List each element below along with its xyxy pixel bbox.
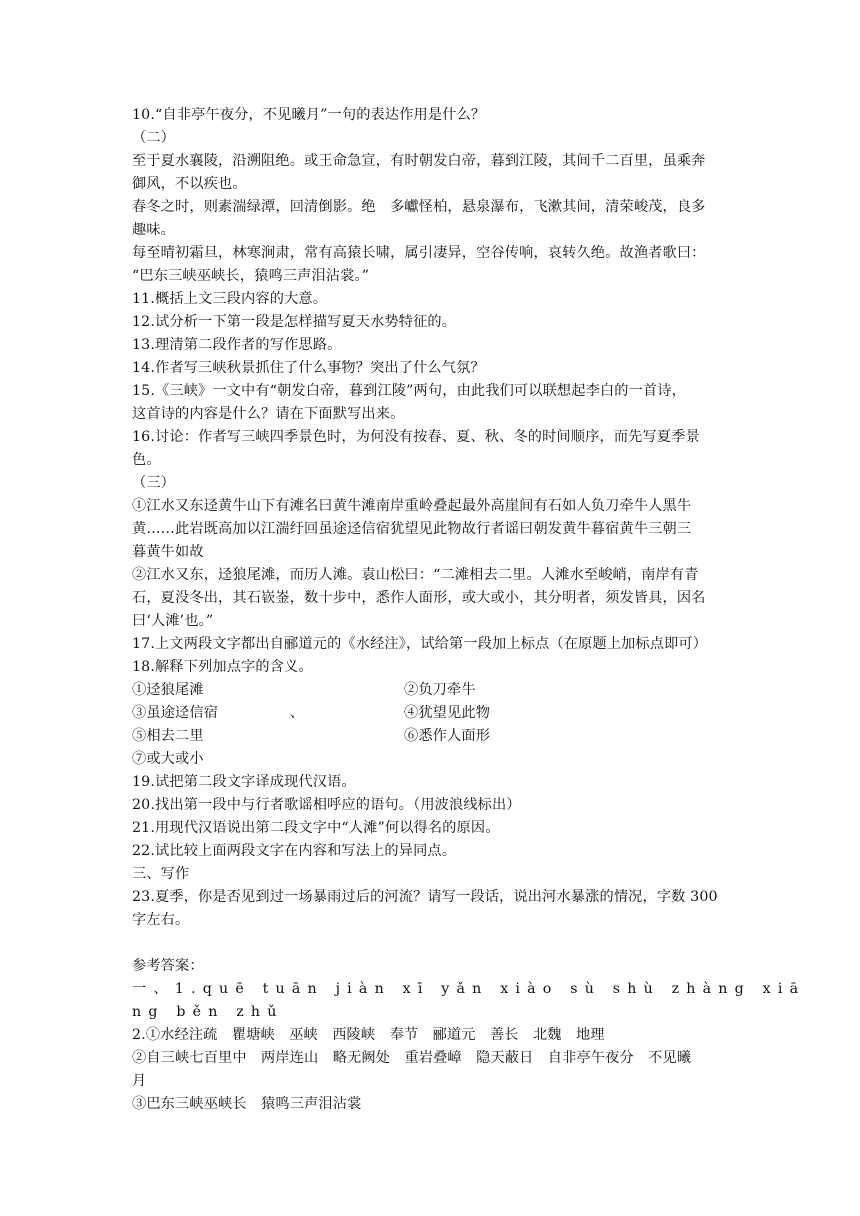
question-line: 字左右。 (132, 912, 190, 928)
text-line: 春冬之时，则素湍绿潭，回清倒影。绝 多巘怪柏，悬泉瀑布，飞漱其间，清荣峻茂，良多 (132, 199, 706, 215)
term-item: ③虽途迳信宿 、 (132, 705, 305, 721)
question-line: 20.找出第一段中与行者歌谣相呼应的语句。（用波浪线标出） (132, 797, 521, 813)
section-heading: 三、写作 (132, 866, 190, 882)
text-line: 10.“自非亭午夜分，不见曦月”一句的表达作用是什么？ (132, 107, 486, 123)
term-item: ①迳狼尾滩 (132, 682, 204, 698)
answer-line: ②自三峡七百里中 两岸连山 略无阙处 重岩叠嶂 隐天蔽日 自非亭午夜分 不见曦 (132, 1050, 692, 1066)
question-line: 11.概括上文三段内容的大意。 (132, 291, 328, 307)
answer-line: 月 (132, 1073, 147, 1089)
text-line: 每至晴初霜旦，林寒涧肃，常有高猿长啸，属引凄异，空谷传响，哀转久绝。故渔者歌曰： (132, 245, 706, 261)
pinyin-answer-line: 一、1.quē tuān jiàn xī yǎn xiào sù shù zhàng xiā (132, 981, 806, 997)
question-line: 17.上文两段文字都出自郦道元的《水经注》，试给第一段加上标点（在原题上加标点即可） (132, 636, 708, 652)
text-line: 趣味。 (132, 222, 176, 238)
question-line: 22.试比较上面两段文字在内容和写法上的异同点。 (132, 843, 457, 859)
question-line: 13.理清第二段作者的写作思路。 (132, 337, 342, 353)
text-line: “巴东三峡巫峡长，猿鸣三声泪沾裳。” (132, 268, 370, 284)
question-line: 15.《三峡》一文中有“朝发白帝，暮到江陵”两句，由此我们可以联想起李白的一首诗， (132, 383, 686, 399)
blank-line (132, 932, 732, 955)
term-item (404, 748, 676, 771)
question-line: 19.试把第二段文字译成现代汉语。 (132, 774, 356, 790)
question-block (132, 104, 732, 679)
question-line: 12.试分析一下第一段是怎样描写夏天水势特征的。 (132, 314, 457, 330)
question-line: 这首诗的内容是什么？请在下面默写出来。 (132, 406, 405, 422)
term-item: ⑥悉作人面形 (404, 728, 491, 744)
term-row (132, 679, 732, 702)
answer-heading: 参考答案： (132, 958, 204, 974)
term-row (132, 702, 732, 725)
text-line: 暮黄牛如故 (132, 544, 204, 560)
text-line: 御风，不以疾也。 (132, 176, 247, 192)
answer-line: ③巴东三峡巫峡长 猿鸣三声泪沾裳 (132, 1096, 362, 1112)
term-list (132, 679, 732, 771)
text-line: 曰‘人滩’也。” (132, 613, 214, 629)
term-item: ④犹望见此物 (404, 705, 491, 721)
term-item: ②负刀牵牛 (404, 682, 476, 698)
question-line: 23.夏季，你是否见到过一场暴雨过后的河流？请写一段话，说出河水暴涨的情况，字数 300 (132, 889, 718, 905)
question-block-2 (132, 771, 732, 932)
term-item: ⑦或大或小 (132, 751, 204, 767)
text-line: ②江水又东，迳狼尾滩，而历人滩。袁山松曰：“二滩相去二里。人滩水至峻峭，南岸有青 (132, 567, 699, 583)
term-row (132, 748, 732, 771)
question-line: 16.讨论：作者写三峡四季景色时，为何没有按春、夏、秋、冬的时间顺序，而先写夏季景 (132, 429, 700, 445)
question-line: 21.用现代汉语说出第二段文字中“人滩”何以得名的原因。 (132, 820, 500, 836)
text-line: 至于夏水襄陵，沿溯阻绝。或王命急宣，有时朝发白帝，暮到江陵，其间千二百里，虽乘奔 (132, 153, 706, 169)
term-item: ⑤相去二里 (132, 728, 204, 744)
answer-line: 2.①水经注疏 瞿塘峡 巫峡 西陵峡 奉节 郦道元 善长 北魏 地理 (132, 1027, 605, 1043)
section-heading: （二） (132, 130, 176, 146)
text-line: ①江水又东迳黄牛山下有滩名曰黄牛滩南岸重岭叠起最外高崖间有石如人负刀牵牛人黑牛 (132, 498, 692, 514)
question-line: 色。 (132, 452, 161, 468)
question-line: 18.解释下列加点字的含义。 (132, 659, 313, 675)
pinyin-answer-line: ng běn zhǔ (132, 1004, 284, 1020)
question-line: 14.作者写三峡秋景抓住了什么事物？突出了什么气氛？ (132, 360, 485, 376)
text-line: 黄……此岩既高加以江湍纡回虽途迳信宿犹望见此物故行者谣曰朝发黄牛暮宿黄牛三朝三 (132, 521, 692, 537)
section-heading: （三） (132, 475, 176, 491)
term-row (132, 725, 732, 748)
answer-section (132, 955, 806, 1116)
text-line: 石，夏没冬出，其石嵚崟，数十步中，悉作人面形，或大或小，其分明者，须发皆具，因名 (132, 590, 706, 606)
